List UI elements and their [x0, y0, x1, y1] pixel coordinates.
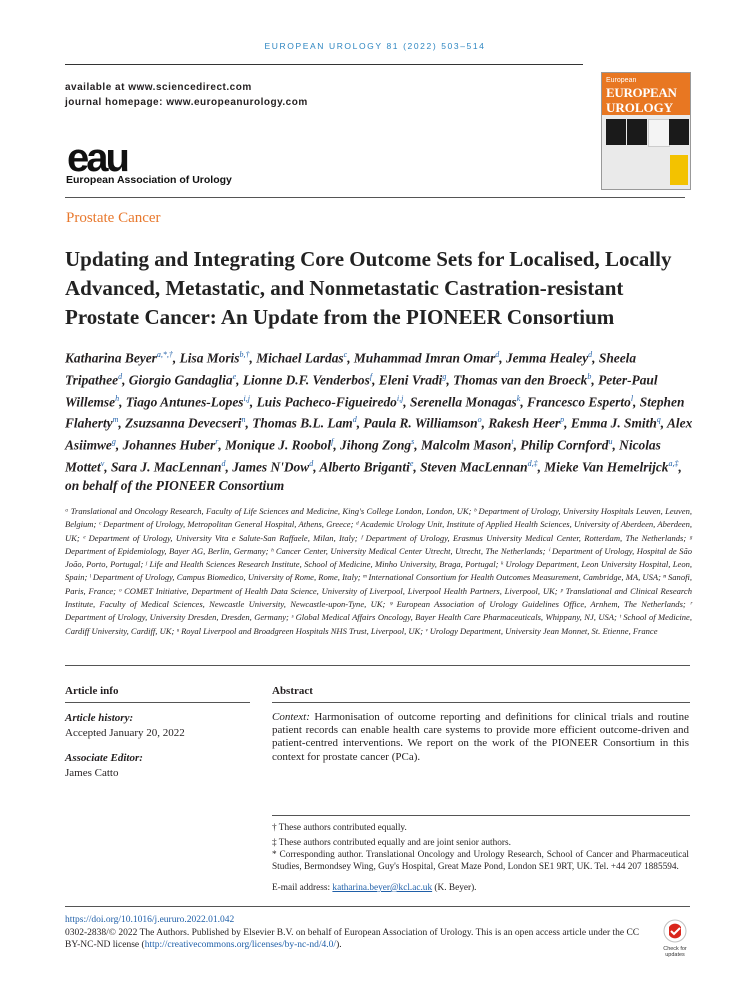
author-name: Stephen Flaherty: [65, 394, 685, 431]
author-name: Malcolm Mason: [420, 437, 512, 453]
cover-title-sub: UROLOGY: [606, 100, 674, 115]
author-name: Giorgio Gandaglia: [128, 372, 233, 388]
author-affiliation-marker[interactable]: i,j: [243, 393, 250, 403]
abstract-context-label: Context:: [272, 711, 310, 723]
article-history-label: Article history:: [65, 712, 134, 724]
author-affiliation-marker[interactable]: a,*,†: [156, 350, 173, 359]
article-title: Updating and Integrating Core Outcome Sets for Localised, Locally Advanced, Metastatic, and Nonmetastatic Castration-resistant Prostate Cancer: An Update from the PIONEER Consortium: [65, 247, 672, 329]
footnote-senior-authors: ‡ These authors contributed equally and are joint senior authors.: [272, 838, 511, 848]
footnote-equal-contribution: † These authors contributed equally.: [272, 823, 407, 833]
author-name: Zsuzsanna Devecseri: [125, 415, 242, 431]
author-name: Tiago Antunes-Lopes: [125, 394, 244, 409]
author-name: Monique J. Roobol: [225, 437, 332, 453]
author-name: Rakesh Heer: [488, 415, 561, 431]
author-name: Nicolas Mottet: [65, 437, 661, 475]
author-affiliation-marker[interactable]: e: [409, 458, 414, 468]
author-affiliation-marker[interactable]: s: [411, 437, 415, 447]
author-affiliation-marker[interactable]: d: [588, 350, 593, 359]
author-affiliation-marker[interactable]: d: [309, 458, 314, 468]
license-link[interactable]: http://creativecommons.org/licenses/by-nc-nd/4.0/: [144, 940, 337, 950]
abstract-context-text: Harmonisation of outcome reporting and definitions for clinical trials and routine patient records can enable health care systems to provide more efficient outcome-driven and patient-centred interventions. We report on the work of the PIONEER Consortium in this context for prostate cancer (PCa).: [272, 711, 689, 763]
article-info-rule: [65, 702, 250, 703]
author-name: Alberto Briganti: [319, 459, 410, 475]
cover-image-2: [627, 119, 647, 145]
cover-image-1: [606, 119, 626, 145]
section-label: Prostate Cancer: [66, 210, 161, 226]
journal-cover[interactable]: [601, 72, 691, 190]
author-affiliation-marker[interactable]: k: [516, 393, 521, 403]
abstract-rule: [272, 702, 690, 703]
cover-image-3: [648, 119, 670, 147]
author-name: Johannes Huber: [122, 437, 216, 453]
badge-line-1: Check for: [663, 946, 687, 952]
author-affiliation-marker[interactable]: m: [112, 415, 119, 425]
author-affiliation-marker[interactable]: e: [232, 371, 237, 381]
author-name: Michael Lardas: [256, 350, 344, 366]
journal-homepage-line[interactable]: journal homepage: www.europeanurology.com: [65, 97, 308, 108]
cover-image-4: [669, 119, 689, 145]
abstract-heading: Abstract: [272, 685, 313, 697]
author-name: Alex Asiimwe: [65, 415, 693, 453]
author-name: Thomas van den Broeck: [453, 372, 588, 388]
email-label: E-mail address:: [272, 883, 333, 893]
author-affiliation-marker[interactable]: r: [215, 437, 219, 447]
author-affiliation-marker[interactable]: d: [221, 458, 226, 468]
author-name: Emma J. Smith: [570, 415, 657, 431]
footer-rule: [65, 906, 690, 907]
section-rule: [65, 665, 690, 666]
author-affiliation-marker[interactable]: o: [477, 415, 482, 425]
author-name: Sara J. MacLennan: [110, 459, 222, 475]
author-affiliation-marker[interactable]: d,‡: [527, 458, 538, 468]
author-name: Muhammad Imran Omar: [353, 350, 496, 366]
author-affiliation-marker[interactable]: n: [241, 415, 246, 425]
article-info-heading: Article info: [65, 685, 119, 697]
author-name: Lionne D.F. Venderbos: [242, 372, 370, 388]
author-name: Eleni Vradi: [378, 372, 443, 388]
author-affiliation-marker[interactable]: i,j: [396, 393, 404, 403]
author-affiliation-marker[interactable]: u: [608, 437, 613, 447]
author-affiliation-marker[interactable]: h: [115, 393, 120, 403]
author-affiliation-marker[interactable]: b,†: [239, 350, 250, 359]
associate-editor-label: Associate Editor:: [65, 752, 143, 764]
email-suffix: (K. Beyer).: [432, 883, 477, 893]
author-name: Philip Cornford: [520, 437, 609, 453]
consortium-suffix: , on behalf of the PIONEER Consortium: [65, 459, 682, 493]
author-affiliation-marker[interactable]: c: [343, 350, 348, 359]
author-name: Sheela Tripathee: [65, 350, 637, 388]
author-affiliation-marker[interactable]: b: [587, 371, 592, 381]
logo-rule: [65, 197, 685, 198]
author-name: Katharina Beyer: [65, 350, 157, 366]
author-name: Mieke Van Hemelrijck: [544, 459, 669, 475]
author-name: Serenella Monagas: [410, 394, 517, 409]
author-name: Thomas B.L. Lam: [252, 415, 353, 431]
available-at-line[interactable]: available at www.sciencedirect.com: [65, 82, 252, 93]
author-affiliation-marker[interactable]: d: [118, 371, 123, 381]
author-affiliation-marker[interactable]: q: [656, 415, 661, 425]
affiliations: ᵃ Translational and Oncology Research, Faculty of Life Sciences and Medicine, King's College London, London, UK; ᵇ Department of Urology, University Hospitals Leuven, Leuven, Belgium; ᶜ Department of Urology, Metropolitan General Hospital, Athens, Greece; ᵈ Academic Urology Unit, Institute of Applied Health Sciences, University of Aberdeen, Aberdeen, UK; ᵉ Department of Urology, University Vita e Salute-San Raffaele, Milan, Italy; ᶠ Department of Urology, Erasmus University Medical Center, Rotterdam, The Netherlands; ᵍ Department of Epidemiology, Bayer AG, Berlin, Germany; ʰ Cancer Center, University Medical Center Utrecht, Utrecht, The Netherlands; ⁱ Department of Urology, Hospital de São João, Porto, Portugal; ʲ Life and Health Sciences Research Institute, School of Medicine, Minho University, Braga, Portugal; ᵏ Urology Department, Leon University Hospital, Leon, Spain; ˡ Department of Urology, Campus Biomedico, University of Rome, Rome, Italy; ᵐ International Consortium for Health Outcomes Measurement, Cambridge, MA, USA; ⁿ Sanofi, Paris, France; ᵒ COMET Initiative, Department of Health Data Science, University of Liverpool, Liverpool Health Partners, Liverpool, UK; ᵖ Translational and Clinical Research Institute, Faculty of Medical Sciences, Newcastle University, Newcastle-upon-Tyne, UK; ᵠ European Association of Urology Guidelines Office, Arnhem, The Netherlands; ʳ Department of Urology, University Dresden, Dresden, Germany; ˢ Global Medical Affairs Oncology, Bayer Health Care Pharmaceuticals, Whippany, NJ, USA; ᵗ School of Medicine, Cardiff University, Cardiff, UK; ᵘ Royal Liverpool and Broadgreen Hospitals NHS Trust, Liverpool, UK; ᵛ Urology Department, University Jean Monnet, St. Etienne, France: [65, 506, 692, 636]
journal-reference: EUROPEAN UROLOGY 81 (2022) 503–514: [264, 41, 486, 51]
cover-title-main: EUROPEAN: [606, 85, 677, 100]
author-affiliation-marker[interactable]: f: [369, 371, 373, 381]
author-affiliation-marker[interactable]: p: [560, 415, 565, 425]
footnote-rule: [272, 815, 690, 816]
author-name: Jihong Zong: [340, 437, 412, 453]
author-list: Katharina Beyer$^{a,*,\dagger}$, Lisa Moris$^{b,\dagger}$, Michael Lardas$^c$, Muhammad Imran Omar$^d$, Jemma Healey$^d$, Sheela Tripathee$^d$, Giorgio Gandaglia$^e$, Lionne D.F. Venderbos$^f$, Eleni Vradi$^g$, Thomas van den Broeck$^b$, Peter-Paul Willemse$^h$, Tiago Antunes-Lopes$^{i,j}$, Luis Pacheco-Figueiredo$^{i,j}$, Serenella Monagas$^k$, Francesco Esperto$^l$, Stephen Flaherty$^m$, Zsuzsanna Devecseri$^n$, Thomas B.L. Lam$^d$, Paula R. Williamson$^o$, Rakesh Heer$^p$, Emma J. Smith$^q$, Alex Asiimwe$^g$, Johannes Huber$^r$, Monique J. Roobol$^f$, Jihong Zong$^s$, Malcolm Mason$^t$, Philip Cornford$^u$, Nicolas Mottet$^v$, Sara J. MacLennan$^d$, James N'Dow$^d$, Alberto Briganti$^e$, Steven MacLennan$^{d,\ddagger}$, Mieke Van Hemelrijck$^{a,\ddagger}$, on behalf of the PIONEER Consortium: [65, 350, 693, 493]
author-name: Peter-Paul Willemse: [65, 372, 658, 409]
author-name: Francesco Esperto: [527, 394, 631, 409]
author-name: Paula R. Williamson: [363, 415, 478, 431]
article-history-value: Accepted January 20, 2022: [65, 727, 185, 739]
author-name: James N'Dow: [232, 459, 310, 475]
author-affiliation-marker[interactable]: d: [352, 415, 357, 425]
author-affiliation-marker[interactable]: f: [331, 437, 334, 447]
copyright-notice: [65, 927, 645, 951]
author-affiliation-marker[interactable]: t: [511, 437, 514, 447]
author-name: Steven MacLennan: [420, 459, 528, 475]
copyright-suffix: ).: [336, 940, 342, 950]
author-affiliation-marker[interactable]: g: [111, 437, 116, 447]
email-link[interactable]: katharina.beyer@kcl.ac.uk: [332, 883, 433, 893]
author-affiliation-marker[interactable]: a,‡: [668, 458, 679, 468]
badge-line-2: updates: [665, 952, 685, 958]
author-affiliation-marker[interactable]: v: [100, 458, 105, 468]
eau-subtitle: European Association of Urology: [66, 174, 232, 186]
doi-link[interactable]: https://doi.org/10.1016/j.eururo.2022.01.042: [65, 915, 235, 925]
footnote-corresponding-author: * Corresponding author. Translational Oncology and Urology Research, School of Cancer and Pharmaceutical Studies, Bermondsey Wing, Guy's Hospital, Great Maze Pond, London SE1 9RT, UK. Tel. +44 207 1885594.: [272, 850, 689, 872]
header-rule: [65, 64, 583, 65]
author-name: Jemma Healey: [505, 350, 589, 366]
author-affiliation-marker[interactable]: l: [630, 393, 634, 403]
cover-callout: [670, 155, 688, 185]
abstract-body: [272, 711, 689, 764]
author-name: Luis Pacheco-Figueiredo: [256, 394, 397, 409]
author-name: Lisa Moris: [179, 350, 240, 366]
author-affiliation-marker[interactable]: d: [495, 350, 500, 359]
eau-wordmark: eau: [67, 143, 127, 180]
author-affiliation-marker[interactable]: g: [442, 371, 447, 381]
copyright-text: 0302-2838/© 2022 The Authors. Published by Elsevier B.V. on behalf of European Association of Urology. This is an open access article under the CC BY-NC-ND license (: [65, 928, 640, 950]
check-for-updates-badge[interactable]: [659, 918, 691, 958]
cover-title-small: European: [606, 77, 637, 84]
footnote-email: [272, 883, 477, 893]
associate-editor-value: James Catto: [65, 767, 119, 779]
